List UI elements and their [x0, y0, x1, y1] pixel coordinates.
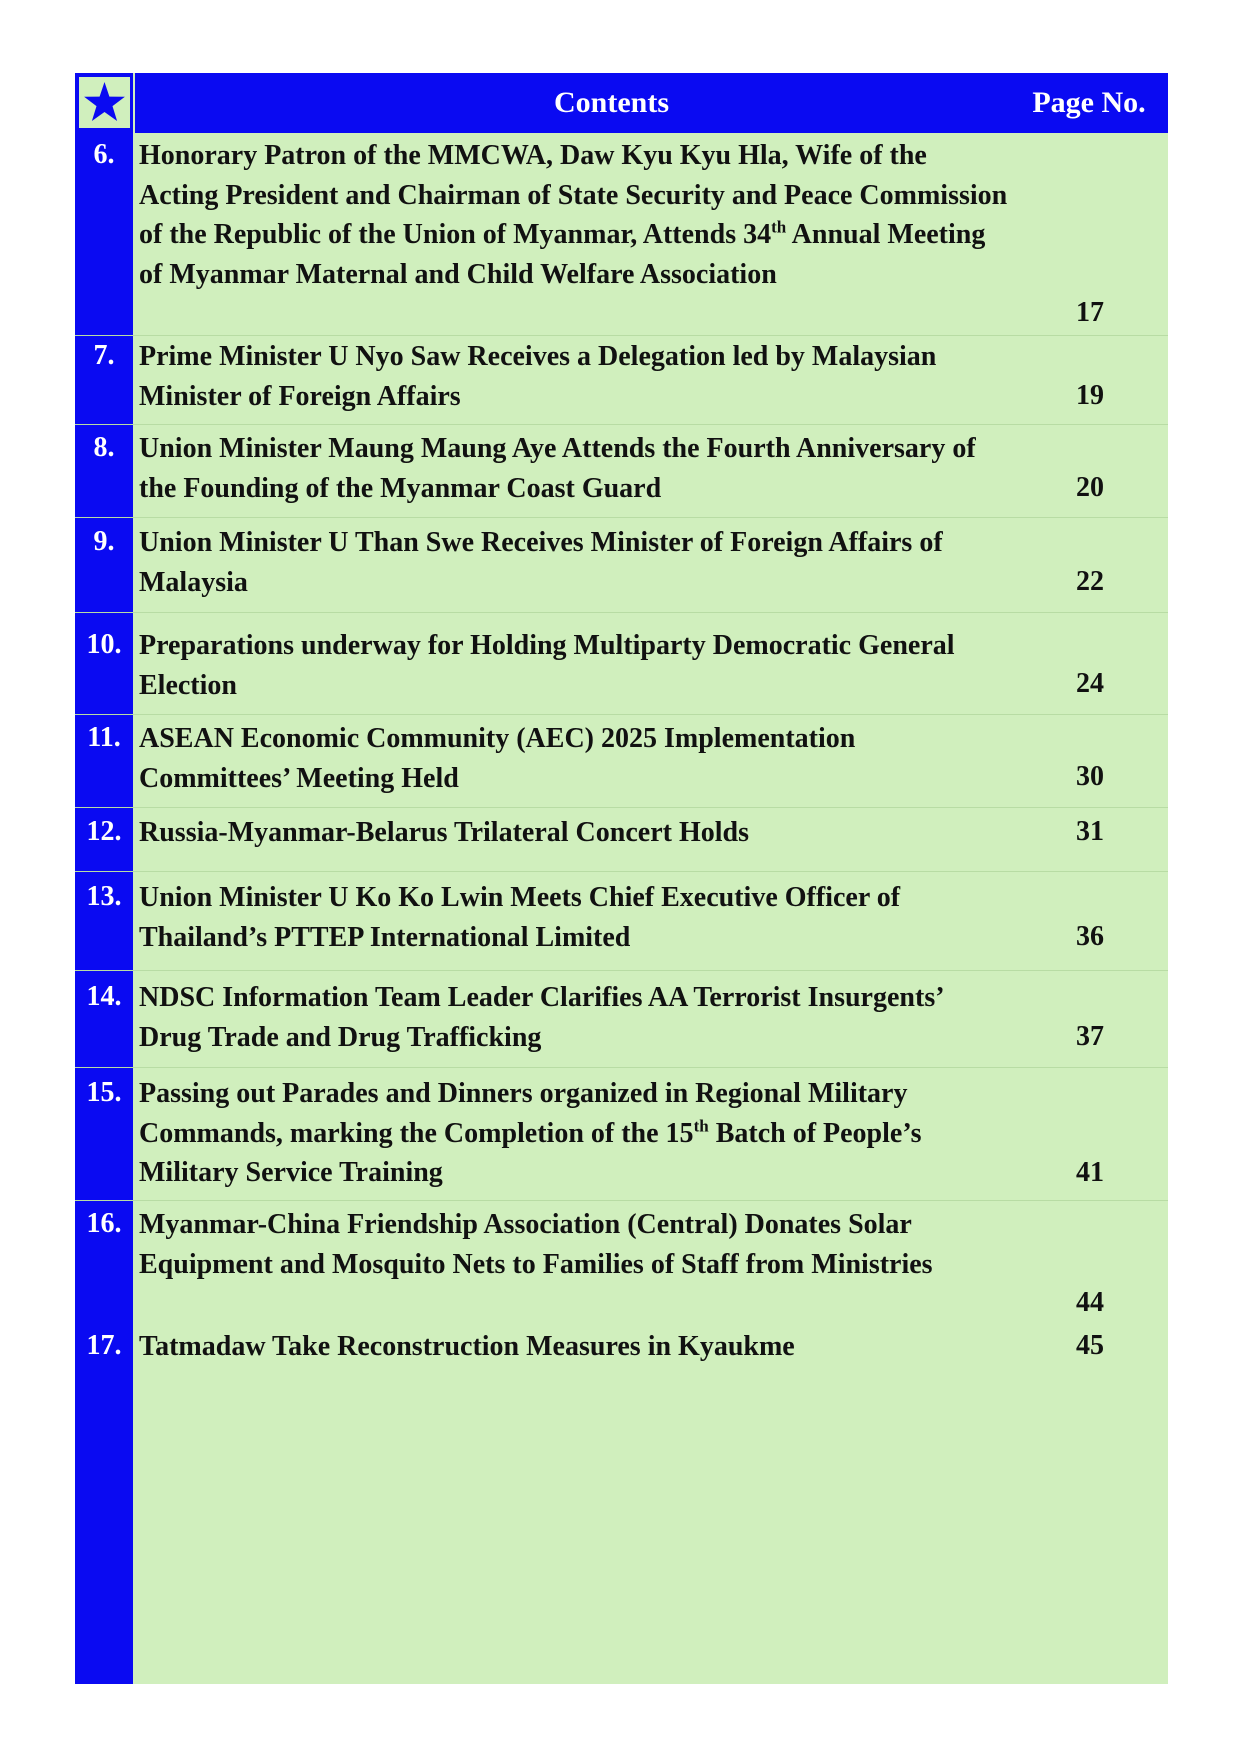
entry-title: Passing out Parades and Dinners organized in Regional Military Commands, marking the Completion of the 15th Batch of People’s Military Service Training — [139, 1078, 922, 1188]
entry-page-number: 30 — [1076, 761, 1104, 792]
toc-entry-15[interactable] — [75, 1068, 1168, 1200]
entry-title: Russia-Myanmar-Belarus Trilateral Concert Holds — [139, 817, 749, 848]
toc-entry-16[interactable] — [75, 1201, 1168, 1326]
page-no-heading: Page No. — [1032, 86, 1146, 119]
entry-number: 11. — [87, 722, 121, 753]
entry-title: Union Minister U Than Swe Receives Minister of Foreign Affairs of Malaysia — [139, 527, 943, 598]
entry-title: Myanmar-China Friendship Association (Central) Donates Solar Equipment and Mosquito Nets to Families of Staff from Ministries — [139, 1209, 933, 1280]
entry-page-number: 20 — [1076, 472, 1104, 503]
entry-title: Preparations underway for Holding Multiparty Democratic General Election — [139, 630, 955, 701]
toc-entry-6[interactable] — [75, 135, 1168, 335]
entry-page-number: 37 — [1076, 1021, 1104, 1052]
entry-title: Prime Minister U Nyo Saw Receives a Delegation led by Malaysian Minister of Foreign Affairs — [139, 341, 937, 412]
entry-page-number: 41 — [1076, 1157, 1104, 1188]
entry-page-number: 24 — [1076, 668, 1104, 699]
entry-title: ASEAN Economic Community (AEC) 2025 Implementation Committees’ Meeting Held — [139, 723, 856, 794]
contents-header — [75, 73, 1168, 133]
entry-page-number: 45 — [1076, 1330, 1104, 1361]
toc-entry-10[interactable] — [75, 613, 1168, 714]
toc-entry-12[interactable] — [75, 808, 1168, 871]
toc-entry-14[interactable] — [75, 971, 1168, 1067]
entry-number: 15. — [86, 1077, 122, 1108]
entry-number: 6. — [93, 139, 115, 170]
entry-page-number: 44 — [1076, 1287, 1104, 1318]
entry-number: 16. — [86, 1208, 122, 1239]
star-icon-shape — [84, 82, 125, 121]
toc-entry-11[interactable] — [75, 715, 1168, 807]
entry-page-number: 22 — [1076, 566, 1104, 597]
toc-entry-7[interactable] — [75, 336, 1168, 424]
entry-title: Honorary Patron of the MMCWA, Daw Kyu Kyu Hla, Wife of the Acting President and Chairman of State Security and Peace Commission of the Republic of the Union of Myanmar, Attends 34th Annual Meeting of Myanmar Maternal and Child Welfare Association — [139, 140, 1008, 290]
toc-entry-8[interactable] — [75, 425, 1168, 517]
entry-page-number: 31 — [1076, 816, 1104, 847]
toc-entry-9[interactable] — [75, 518, 1168, 612]
star-icon — [79, 77, 130, 128]
entry-page-number: 36 — [1076, 921, 1104, 952]
entry-number: 9. — [93, 526, 115, 557]
entry-number: 12. — [86, 816, 122, 847]
entry-number: 10. — [86, 629, 122, 660]
entry-page-number: 19 — [1076, 380, 1104, 411]
toc-entry-17[interactable] — [75, 1326, 1168, 1376]
entry-number: 8. — [93, 432, 115, 463]
contents-heading: Contents — [553, 86, 669, 119]
table-of-contents — [75, 73, 1168, 1684]
entry-title: NDSC Information Team Leader Clarifies AA Terrorist Insurgents’ Drug Trade and Drug Trafficking — [139, 982, 943, 1053]
entry-title: Tatmadaw Take Reconstruction Measures in Kyaukme — [139, 1331, 795, 1362]
entry-page-number: 17 — [1076, 297, 1104, 328]
entry-title: Union Minister U Ko Ko Lwin Meets Chief Executive Officer of Thailand’s PTTEP International Limited — [139, 882, 901, 953]
entry-number: 13. — [86, 881, 122, 912]
entry-number: 7. — [93, 340, 115, 371]
entry-number: 17. — [86, 1330, 122, 1361]
entry-title: Union Minister Maung Maung Aye Attends the Fourth Anniversary of the Founding of the Myanmar Coast Guard — [139, 433, 976, 504]
entry-number: 14. — [86, 981, 122, 1012]
toc-entry-13[interactable] — [75, 872, 1168, 970]
